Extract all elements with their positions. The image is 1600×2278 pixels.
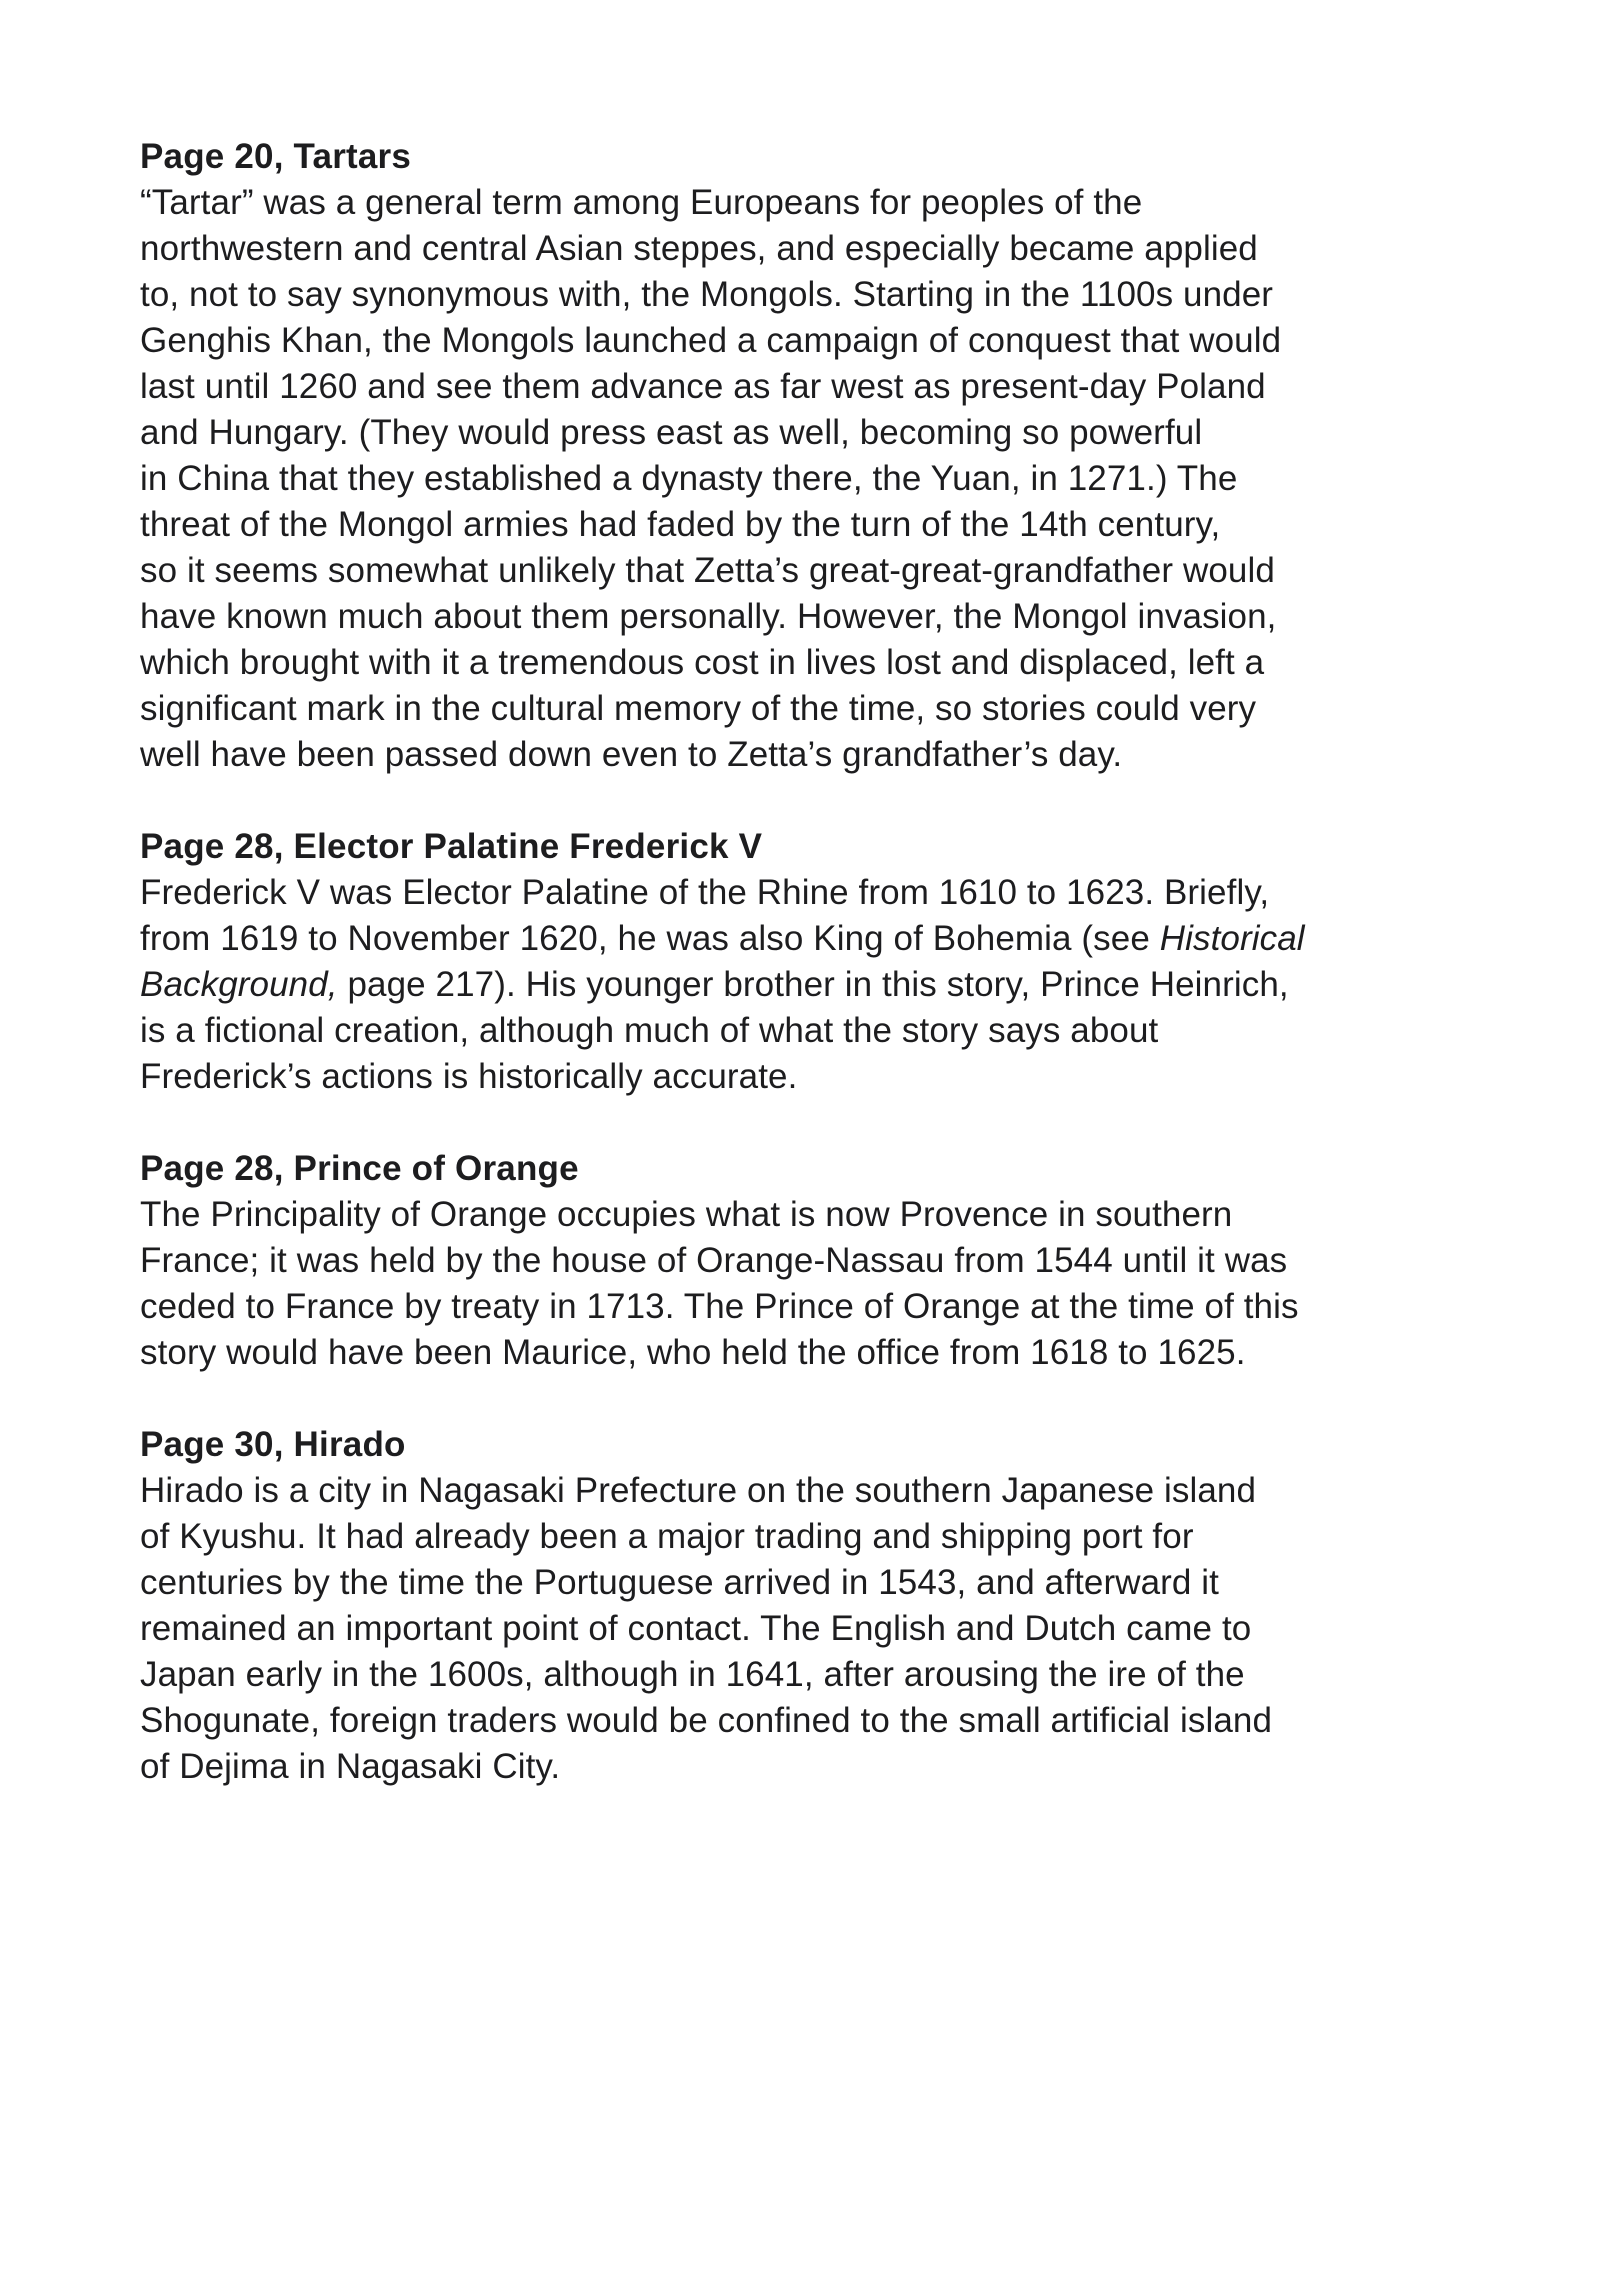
note-section [140,1146,1450,1376]
body-line: well have been passed down even to Zetta’s grandfather’s day. [140,735,1123,774]
body-line: France; it was held by the house of Orange-Nassau from 1544 until it was [140,1241,1288,1280]
body-line: The Principality of Orange occupies what is now Provence in southern [140,1195,1233,1234]
note-section [140,1422,1450,1790]
body-line: Genghis Khan, the Mongols launched a campaign of conquest that would [140,321,1282,360]
body-line: northwestern and central Asian steppes, and especially became applied [140,229,1258,268]
body-line: last until 1260 and see them advance as far west as present-day Poland [140,367,1266,406]
body-line: of Dejima in Nagasaki City. [140,1747,561,1786]
body-line: threat of the Mongol armies had faded by the turn of the 14th century, [140,505,1221,544]
translation-notes [140,134,1450,1790]
body-line: and Hungary. (They would press east as well, becoming so powerful [140,413,1203,452]
body-line: ceded to France by treaty in 1713. The Prince of Orange at the time of this [140,1287,1299,1326]
body-line: is a fictional creation, although much of what the story says about [140,1011,1159,1050]
body-line: Japan early in the 1600s, although in 1641, after arousing the ire of the [140,1655,1245,1694]
body-line: of Kyushu. It had already been a major trading and shipping port for [140,1517,1194,1556]
note-section [140,134,1450,778]
body-line: from 1619 to November 1620, he was also King of Bohemia (see Historical [140,919,1305,958]
body-line: Frederick’s actions is historically accurate. [140,1057,798,1096]
italic-text: Background, [140,965,338,1004]
body-line: story would have been Maurice, who held the office from 1618 to 1625. [140,1333,1246,1372]
body-line: which brought with it a tremendous cost in lives lost and displaced, left a [140,643,1265,682]
body-line: “Tartar” was a general term among Europeans for peoples of the [140,183,1143,222]
section-heading: Page 28, Prince of Orange [140,1149,579,1188]
body-line: have known much about them personally. However, the Mongol invasion, [140,597,1277,636]
note-section [140,824,1450,1100]
body-line: centuries by the time the Portuguese arrived in 1543, and afterward it [140,1563,1219,1602]
body-line: to, not to say synonymous with, the Mongols. Starting in the 1100s under [140,275,1274,314]
body-line: so it seems somewhat unlikely that Zetta’s great-great-grandfather would [140,551,1275,590]
section-heading: Page 28, Elector Palatine Frederick V [140,827,763,866]
body-line: Frederick V was Elector Palatine of the Rhine from 1610 to 1623. Briefly, [140,873,1270,912]
body-line: Shogunate, foreign traders would be confined to the small artificial island [140,1701,1273,1740]
section-heading: Page 30, Hirado [140,1425,406,1464]
body-line: in China that they established a dynasty there, the Yuan, in 1271.) The [140,459,1238,498]
body-line: Hirado is a city in Nagasaki Prefecture on the southern Japanese island [140,1471,1257,1510]
body-line: Background, page 217). His younger brother in this story, Prince Heinrich, [140,965,1289,1004]
body-line: significant mark in the cultural memory of the time, so stories could very [140,689,1257,728]
italic-text: Historical [1159,919,1305,958]
body-line: remained an important point of contact. The English and Dutch came to [140,1609,1252,1648]
section-heading: Page 20, Tartars [140,137,412,176]
